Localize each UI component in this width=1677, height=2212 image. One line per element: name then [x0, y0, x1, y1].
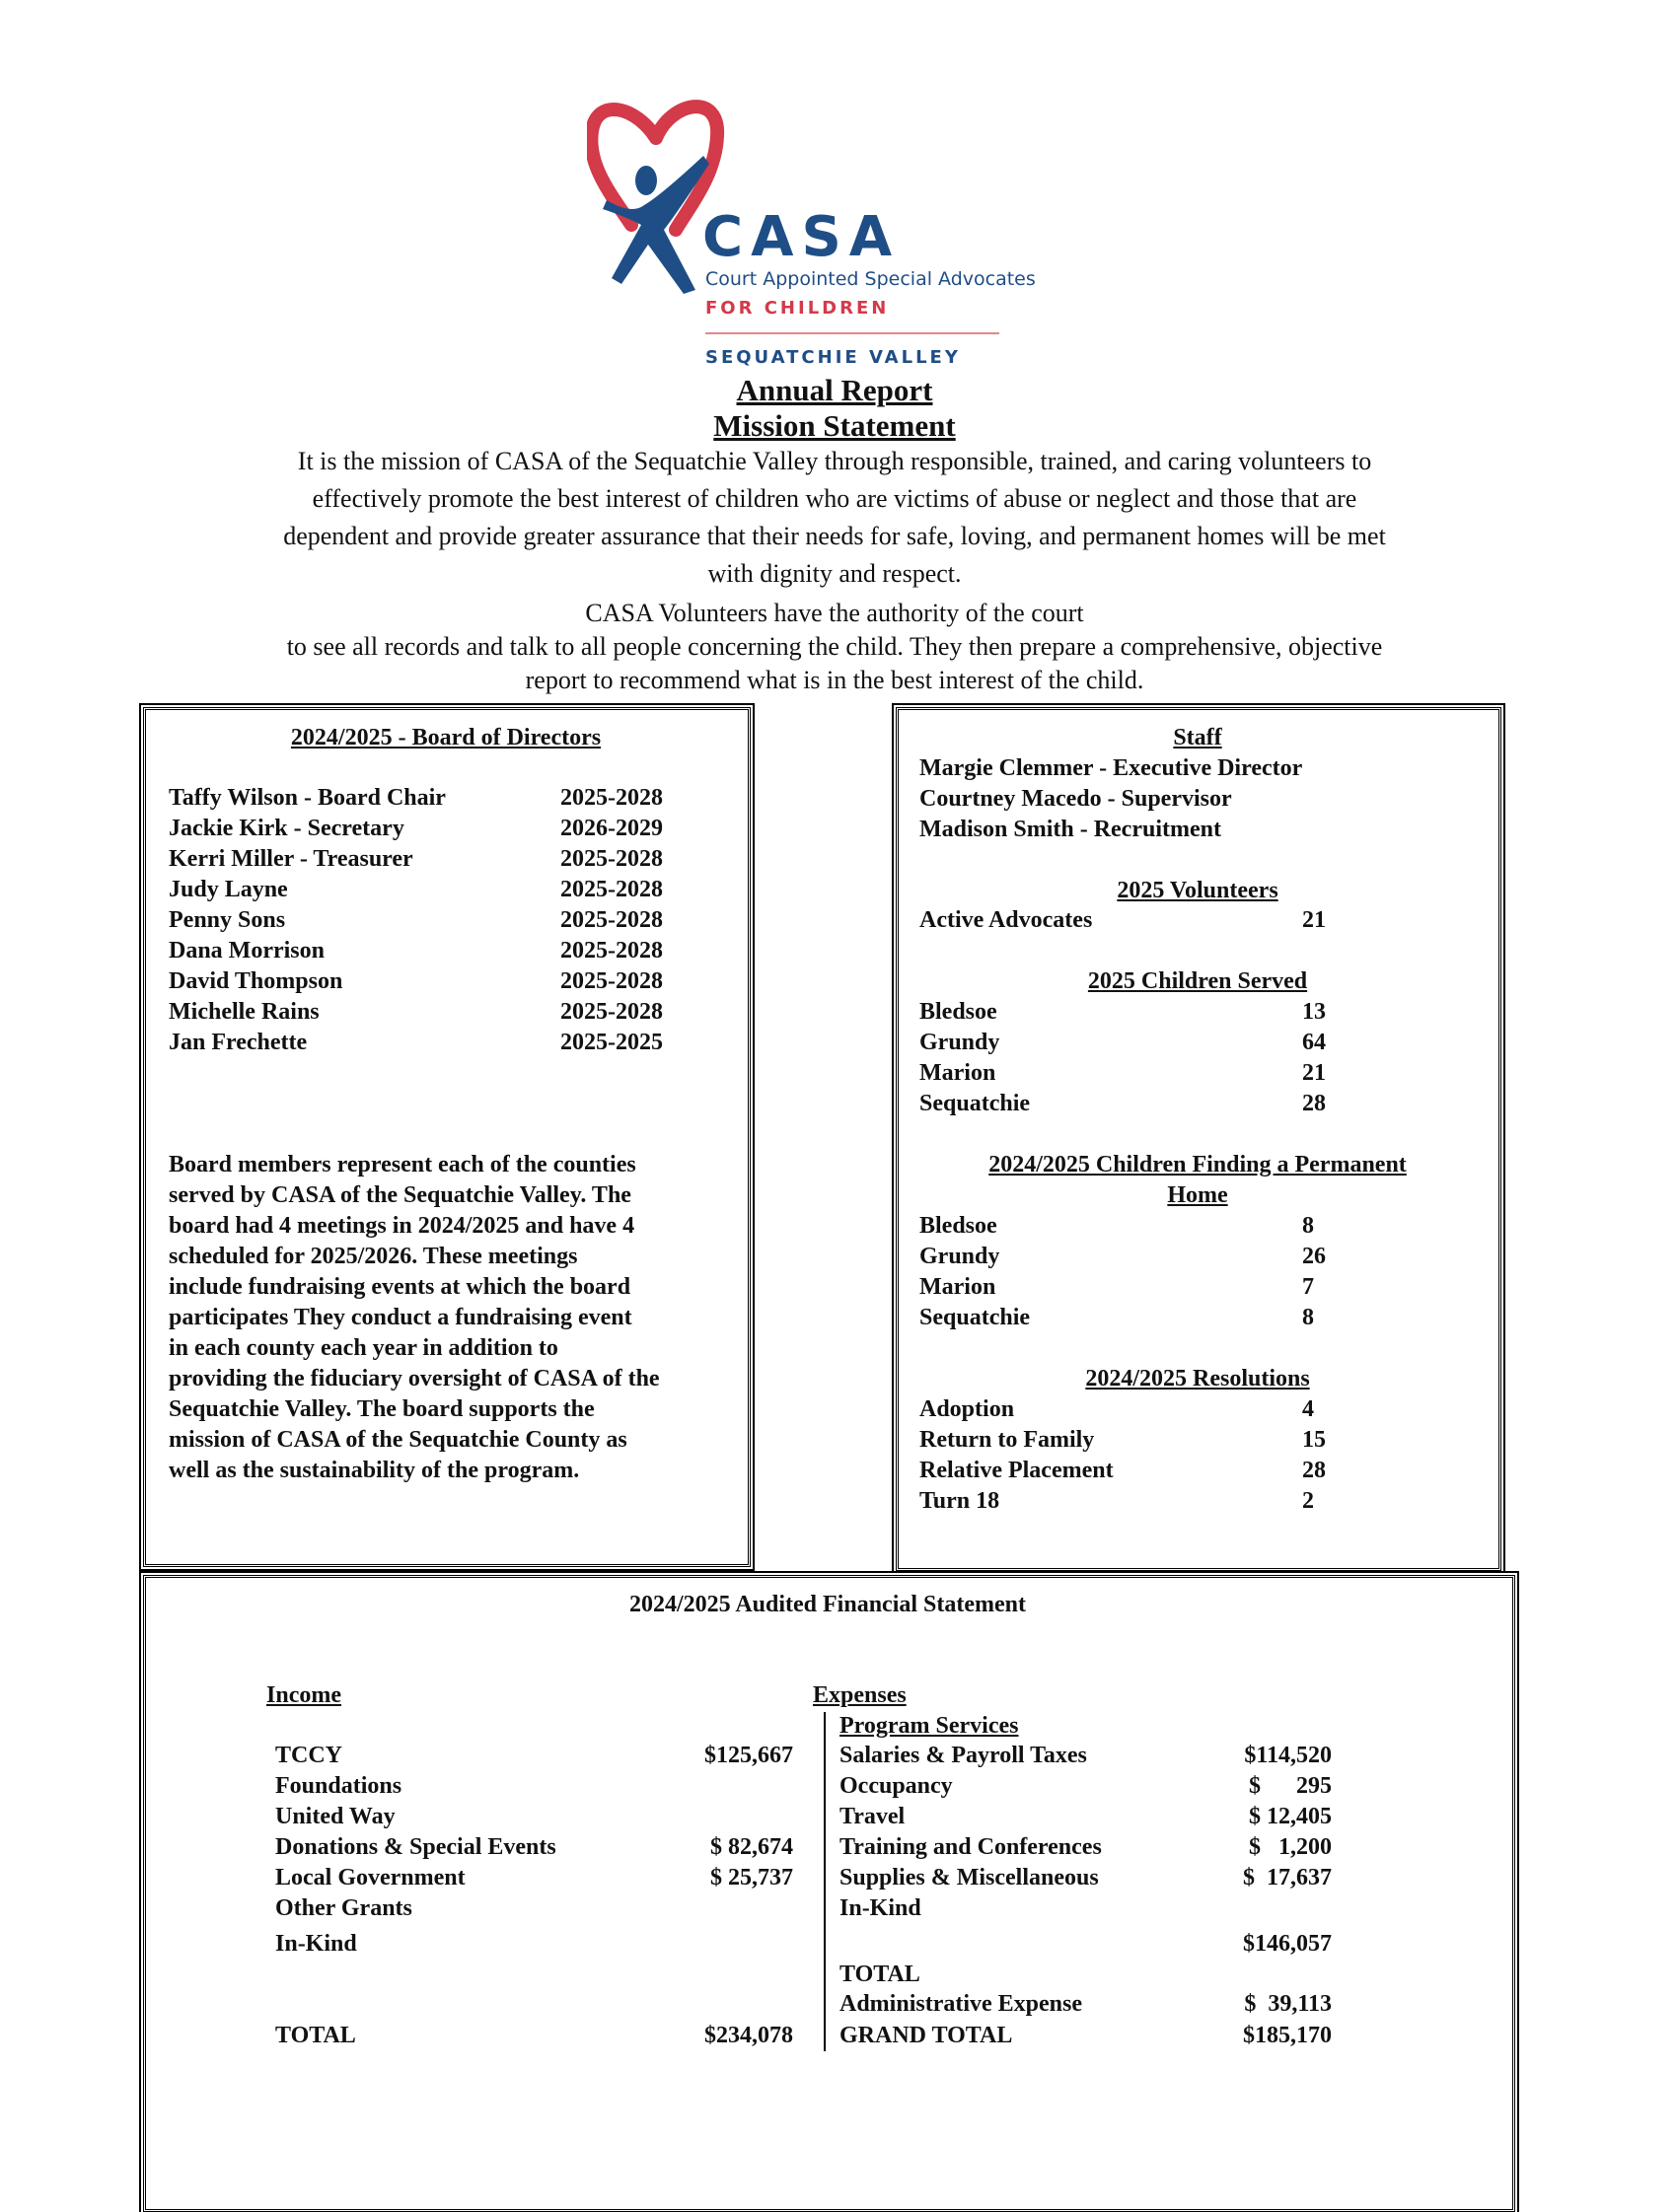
authority-statement [287, 597, 1383, 697]
board-member-name: Taffy Wilson - Board Chair [169, 785, 446, 811]
permanent-home-title [988, 1150, 1407, 1211]
board-description [169, 1150, 660, 1486]
volunteers-label: Active Advocates [919, 907, 1093, 933]
program-total-value: $146,057 [1243, 1931, 1332, 1957]
permanent-home-value: 8 [1302, 1305, 1314, 1330]
resolutions-label: Adoption [919, 1396, 1015, 1422]
volunteers-value: 21 [1302, 907, 1326, 933]
expenses-heading: Expenses [813, 1682, 907, 1708]
income-value: $ 25,737 [710, 1865, 793, 1891]
income-label: Other Grants [275, 1895, 412, 1921]
staff-list [919, 753, 1302, 845]
logo-region: SEQUATCHIE VALLEY [705, 347, 961, 368]
staff-member: Courtney Macedo - Supervisor [919, 786, 1232, 812]
board-member-name: Judy Layne [169, 877, 288, 902]
column-divider [824, 1712, 826, 2051]
board-description-line: include fundraising events at which the board [169, 1274, 631, 1300]
permanent-home-value: 7 [1302, 1274, 1314, 1300]
expense-value: $ 12,405 [1249, 1804, 1332, 1829]
mission-line: effectively promote the best interest of children who are victims of abuse or neglect and those that are [312, 484, 1357, 513]
board-member-name: Jackie Kirk - Secretary [169, 816, 404, 841]
admin-expense-label: Administrative Expense [839, 1991, 1082, 2017]
board-description-line: in each county each year in addition to [169, 1335, 558, 1361]
income-total-label: TOTAL [275, 2023, 356, 2048]
authority-line: CASA Volunteers have the authority of the court [585, 599, 1084, 627]
expense-value: $ 295 [1249, 1773, 1332, 1799]
board-description-line: served by CASA of the Sequatchie Valley. The [169, 1182, 631, 1208]
program-total-label: TOTAL [839, 1962, 920, 1987]
board-description-line: scheduled for 2025/2026. These meetings [169, 1244, 578, 1269]
logo-wordmark: CASA [702, 205, 901, 269]
board-description-line: board had 4 meetings in 2024/2025 and have 4 [169, 1213, 635, 1239]
expense-value: $114,520 [1244, 1743, 1332, 1768]
expense-label: In-Kind [839, 1895, 921, 1921]
mission-line: dependent and provide greater assurance that their needs for safe, loving, and permanent homes will be met [283, 522, 1386, 550]
mission-statement [283, 443, 1386, 593]
board-member-name: Kerri Miller - Treasurer [169, 846, 413, 872]
board-member-name: David Thompson [169, 968, 343, 994]
mission-line: with dignity and respect. [707, 559, 962, 588]
expense-label: Training and Conferences [839, 1834, 1102, 1860]
income-label: Donations & Special Events [275, 1834, 556, 1860]
expense-label: Travel [839, 1804, 906, 1829]
authority-line: to see all records and talk to all people concerning the child. They then prepare a comprehensive, objective [286, 632, 1383, 661]
expense-value: $ 17,637 [1243, 1865, 1332, 1891]
board-member-name: Michelle Rains [169, 999, 320, 1025]
resolutions-value: 15 [1302, 1427, 1326, 1453]
admin-expense-value: $ 39,113 [1244, 1991, 1332, 2017]
permanent-home-title-line: 2024/2025 Children Finding a Permanent [988, 1152, 1407, 1177]
staff-title: Staff [1173, 725, 1222, 750]
board-member-term: 2025-2028 [560, 846, 663, 872]
resolutions-value: 28 [1302, 1458, 1326, 1483]
board-description-line: participates They conduct a fundraising event [169, 1305, 632, 1330]
children-served-value: 13 [1302, 999, 1326, 1025]
grand-total-value: $185,170 [1243, 2023, 1332, 2048]
report-title: Annual Report [736, 373, 933, 407]
expense-value: $ 1,200 [1249, 1834, 1332, 1860]
resolutions-label: Relative Placement [919, 1458, 1114, 1483]
program-services-heading: Program Services [839, 1713, 1019, 1739]
permanent-home-value: 26 [1302, 1244, 1326, 1269]
children-served-value: 21 [1302, 1060, 1326, 1086]
income-value: $125,667 [704, 1743, 793, 1768]
children-served-label: Grundy [919, 1030, 1000, 1055]
authority-line: report to recommend what is in the best interest of the child. [525, 666, 1144, 694]
permanent-home-title-line: Home [1167, 1182, 1228, 1208]
children-served-label: Marion [919, 1060, 996, 1086]
board-description-line: mission of CASA of the Sequatchie County as [169, 1427, 627, 1453]
board-member-term: 2025-2028 [560, 938, 663, 963]
expense-label: Supplies & Miscellaneous [839, 1865, 1099, 1891]
board-description-line: providing the fiduciary oversight of CASA of the [169, 1366, 660, 1391]
children-served-label: Sequatchie [919, 1091, 1031, 1116]
board-member-term: 2025-2025 [560, 1030, 663, 1055]
board-member-term: 2025-2028 [560, 907, 663, 933]
board-member-term: 2026-2029 [560, 816, 663, 841]
logo-divider [705, 332, 999, 334]
income-label: United Way [275, 1804, 396, 1829]
board-member-name: Jan Frechette [169, 1030, 308, 1055]
board-member-name: Dana Morrison [169, 938, 325, 963]
staff-member: Madison Smith - Recruitment [919, 817, 1221, 842]
mission-line: It is the mission of CASA of the Sequatchie Valley through responsible, trained, and caring volunteers to [297, 447, 1372, 475]
resolutions-label: Return to Family [919, 1427, 1095, 1453]
children-served-label: Bledsoe [919, 999, 997, 1025]
board-title: 2024/2025 - Board of Directors [290, 725, 602, 750]
income-label: TCCY [275, 1743, 343, 1768]
volunteers-title: 2025 Volunteers [1117, 878, 1278, 903]
expense-label: Salaries & Payroll Taxes [839, 1743, 1087, 1768]
board-description-line: Sequatchie Valley. The board supports the [169, 1396, 595, 1422]
income-value: $ 82,674 [710, 1834, 793, 1860]
children-served-value: 28 [1302, 1091, 1326, 1116]
board-member-term: 2025-2028 [560, 785, 663, 811]
resolutions-title: 2024/2025 Resolutions [1085, 1366, 1310, 1391]
board-member-term: 2025-2028 [560, 877, 663, 902]
financial-title: 2024/2025 Audited Financial Statement [628, 1592, 1027, 1617]
permanent-home-label: Marion [919, 1274, 996, 1300]
income-label: In-Kind [275, 1931, 357, 1957]
permanent-home-label: Grundy [919, 1244, 1000, 1269]
resolutions-value: 4 [1302, 1396, 1314, 1422]
expense-label: Occupancy [839, 1773, 953, 1799]
income-total-value: $234,078 [704, 2023, 793, 2048]
resolutions-value: 2 [1302, 1488, 1314, 1514]
board-description-line: Board members represent each of the counties [169, 1152, 636, 1177]
income-label: Local Government [275, 1865, 466, 1891]
children-served-title: 2025 Children Served [1087, 968, 1308, 994]
permanent-home-label: Sequatchie [919, 1305, 1031, 1330]
children-served-value: 64 [1302, 1030, 1326, 1055]
board-description-line: well as the sustainability of the program. [169, 1458, 580, 1483]
resolutions-label: Turn 18 [919, 1488, 1000, 1514]
permanent-home-value: 8 [1302, 1213, 1314, 1239]
mission-heading: Mission Statement [713, 408, 956, 443]
permanent-home-label: Bledsoe [919, 1213, 997, 1239]
income-label: Foundations [275, 1773, 402, 1799]
logo-for-children: FOR CHILDREN [705, 298, 890, 319]
grand-total-label: GRAND TOTAL [839, 2023, 1013, 2048]
board-member-name: Penny Sons [169, 907, 286, 933]
logo-subtitle: Court Appointed Special Advocates [705, 268, 1036, 290]
board-member-term: 2025-2028 [560, 999, 663, 1025]
income-heading: Income [266, 1682, 341, 1708]
board-member-term: 2025-2028 [560, 968, 663, 994]
staff-member: Margie Clemmer - Executive Director [919, 755, 1303, 781]
